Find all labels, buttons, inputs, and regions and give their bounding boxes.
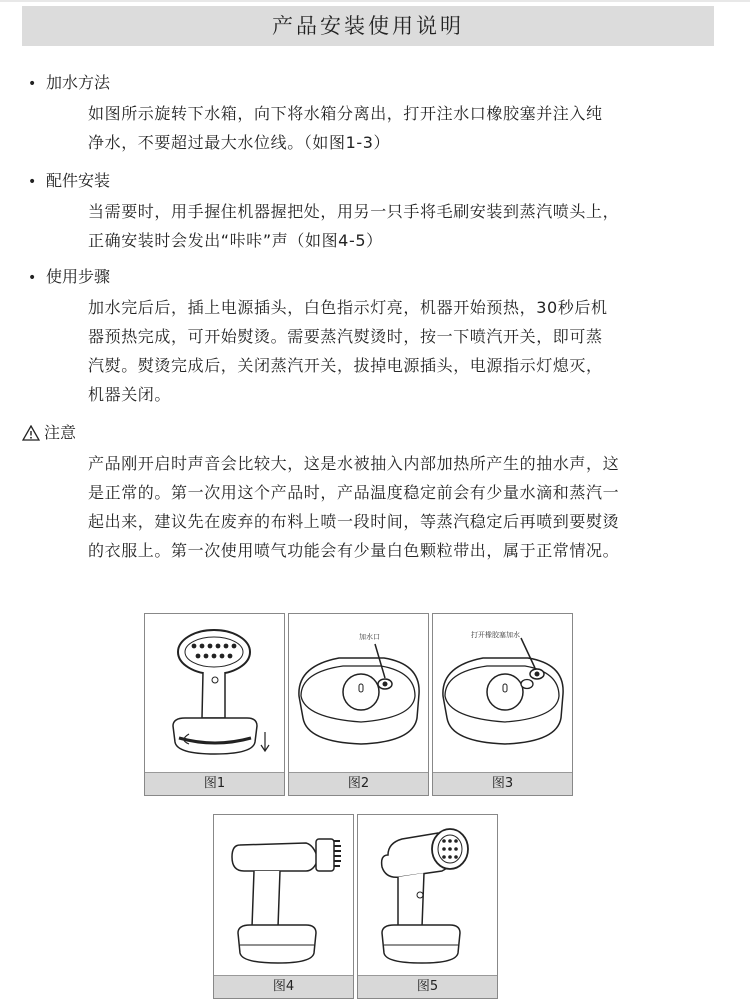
figure-caption: 图3 <box>433 772 572 795</box>
heading-text: 配件安装 <box>46 171 111 190</box>
section-usage-steps <box>28 266 728 409</box>
heading-text: 使用步骤 <box>46 267 111 286</box>
text-line: 净水，不要超过最大水位线。（如图1-3） <box>88 133 391 152</box>
text-line: 如图所示旋转下水箱，向下将水箱分离出，打开注水口橡胶塞并注入纯 <box>88 104 603 123</box>
title-bar <box>22 6 714 46</box>
section-add-water <box>28 72 728 157</box>
text-line: 机器关闭。 <box>88 385 172 404</box>
heading-text: 加水方法 <box>46 73 111 92</box>
bullet-icon: • <box>28 76 37 92</box>
warning-icon <box>22 425 40 441</box>
bullet-icon: • <box>28 270 37 286</box>
text-line: 器预热完成，可开始熨烫。需要蒸汽熨烫时，按一下喷汽开关，即可蒸 <box>88 327 603 346</box>
section-heading <box>22 422 722 444</box>
figure-caption: 图1 <box>145 772 284 795</box>
section-accessory-install <box>28 170 728 255</box>
text-line: 起出来，建议先在废弃的布料上喷一段时间，等蒸汽稳定后再喷到要熨烫 <box>88 512 620 531</box>
text-line: 汽熨。熨烫完成后，关闭蒸汽开关，拔掉电源插头，电源指示灯熄灭， <box>88 356 603 375</box>
text-line: 是正常的。第一次用这个产品时，产品温度稳定前会有少量水滴和蒸汽一 <box>88 483 620 502</box>
section-heading <box>28 266 728 288</box>
page-title: 产品安装使用说明 <box>272 14 464 38</box>
figure-5 <box>357 814 498 999</box>
steamer-detach-tank-illustration <box>145 614 284 772</box>
callout-label: 加水口 <box>359 633 380 641</box>
section-heading <box>28 72 728 94</box>
section-caution <box>22 422 722 565</box>
figure-caption: 图5 <box>358 975 497 998</box>
section-paragraph <box>88 293 728 409</box>
figure-1 <box>144 613 285 796</box>
figure-caption: 图2 <box>289 772 428 795</box>
section-heading <box>28 170 728 192</box>
figure-caption: 图4 <box>214 975 353 998</box>
section-paragraph <box>88 99 728 157</box>
figure-4 <box>213 814 354 999</box>
figure-3 <box>432 613 573 796</box>
bullet-icon: • <box>28 174 37 190</box>
heading-text: 注意 <box>44 423 77 442</box>
figure-2 <box>288 613 429 796</box>
text-line: 加水完后后，插上电源插头，白色指示灯亮，机器开始预热，30秒后机 <box>88 298 608 317</box>
text-line: 正确安装时会发出“咔咔”声（如图4-5） <box>88 231 383 250</box>
text-line: 当需要时，用手握住机器握把处，用另一只手将毛刷安装到蒸汽喷头上， <box>88 202 620 221</box>
section-paragraph <box>88 197 728 255</box>
brush-install-side-illustration <box>214 815 353 975</box>
text-line: 产品刚开启时声音会比较大，这是水被抽入内部加热所产生的抽水声，这 <box>88 454 620 473</box>
text-line: 的衣服上。第一次使用喷气功能会有少量白色颗粒带出，属于正常情况。 <box>88 541 620 560</box>
brush-installed-front-illustration <box>358 815 497 975</box>
section-paragraph <box>88 449 722 565</box>
top-divider <box>0 0 750 2</box>
callout-label: 打开橡胶塞加水 <box>471 631 520 639</box>
